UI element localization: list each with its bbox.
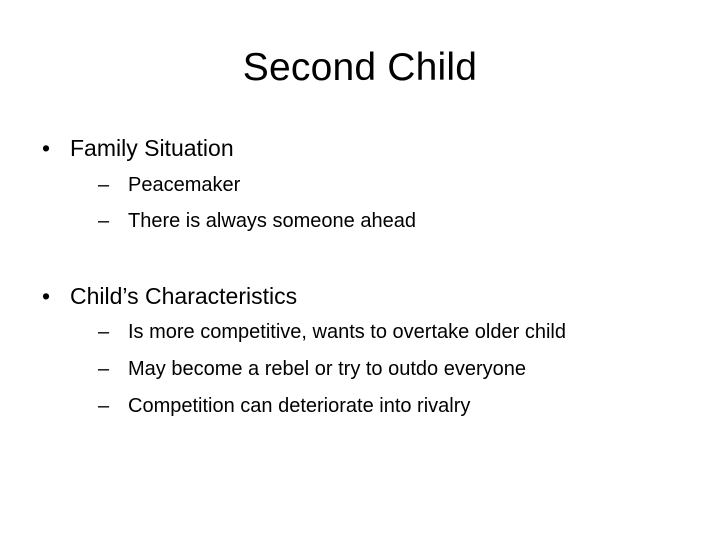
bullet-family-situation [42,133,234,163]
sub-item-rebel [98,356,526,382]
bullet-child-characteristics [42,281,297,311]
dash-icon: – [98,321,110,343]
sub-item-rivalry [98,393,470,419]
sub-item-text: May become a rebel or try to outdo everyone [128,358,526,380]
dash-icon: – [98,358,110,380]
bullet-icon: • [42,135,51,161]
sub-item-text: There is always someone ahead [128,210,416,232]
sub-item-text: Competition can deteriorate into rivalry [128,395,471,417]
sub-item-someone-ahead [98,208,416,234]
dash-icon: – [98,395,110,417]
dash-icon: – [98,210,110,232]
bullet-icon: • [42,283,51,309]
slide-title: Second Child [242,46,478,89]
sub-item-text: Is more competitive, wants to overtake older child [128,321,566,343]
sub-item-competitive [98,319,566,345]
sub-item-text: Peacemaker [128,174,241,196]
bullet-heading: Family Situation [70,135,234,161]
sub-item-peacemaker [98,172,240,198]
bullet-heading: Child’s Characteristics [70,283,298,309]
dash-icon: – [98,174,110,196]
